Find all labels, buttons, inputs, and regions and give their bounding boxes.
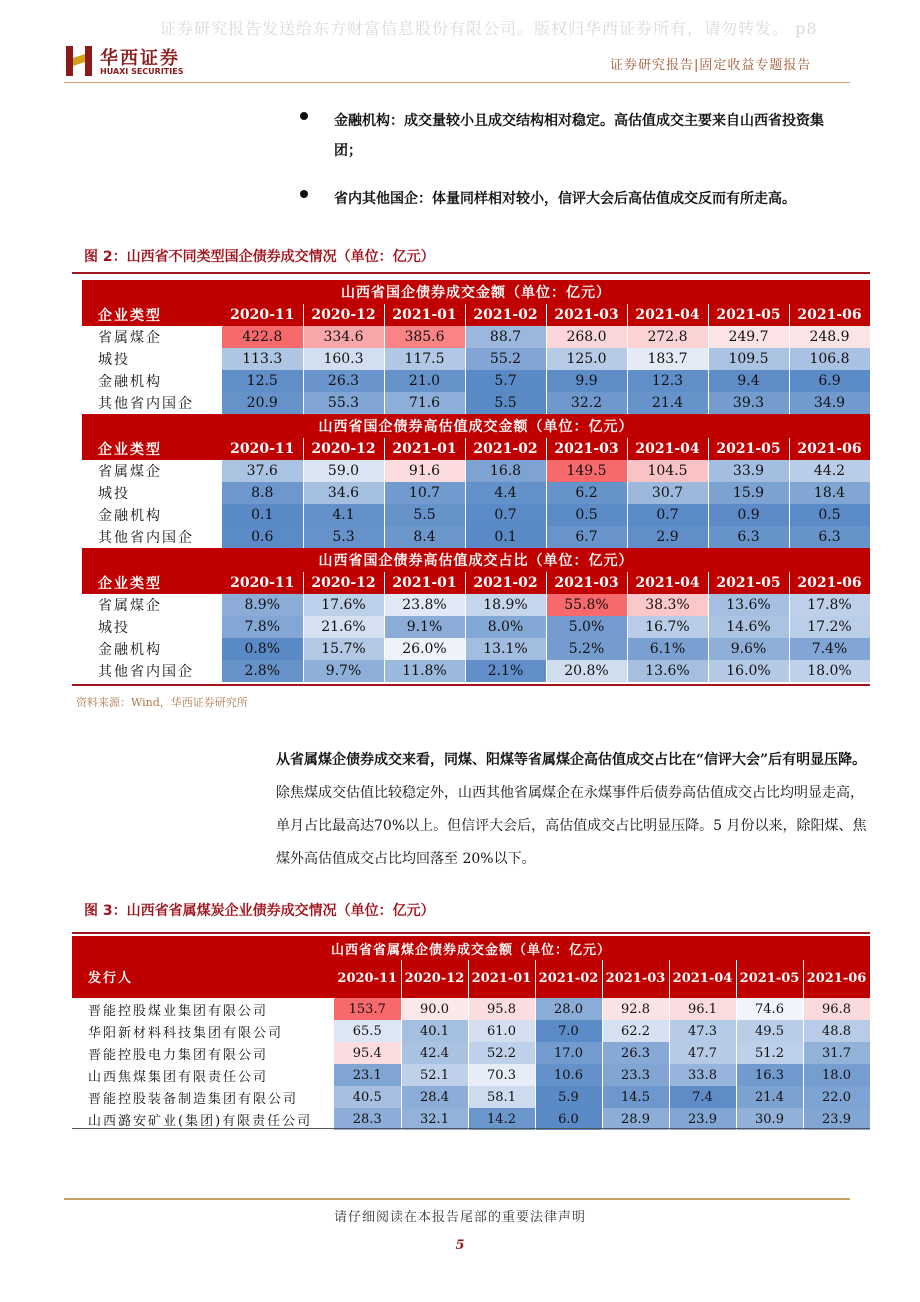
heatmap-cell: 95.8: [468, 998, 535, 1020]
month-header: 2021-04: [627, 304, 708, 326]
heatmap-cell: 34.6: [303, 482, 384, 504]
fig2-top-rule: [72, 272, 870, 274]
header-row: [72, 960, 870, 998]
month-header: 2020-12: [303, 572, 384, 594]
heatmap-cell: 47.3: [669, 1020, 736, 1042]
fig2-source: 资料来源：Wind，华西证券研究所: [76, 696, 248, 709]
heatmap-cell: 58.1: [468, 1086, 535, 1108]
issuer-label: 晋能控股电力集团有限公司: [88, 1047, 269, 1063]
month-header: 2021-02: [465, 304, 546, 326]
bullet-dot-icon: [300, 190, 308, 198]
month-header: 2021-04: [669, 960, 736, 998]
heatmap-cell: 18.0%: [789, 660, 870, 682]
heatmap-cell: 0.5: [546, 504, 627, 526]
heatmap-cell: 109.5: [708, 348, 789, 370]
month-header: 2021-05: [708, 438, 789, 460]
heatmap-cell: 14.6%: [708, 616, 789, 638]
heatmap-cell: 11.8%: [384, 660, 465, 682]
heatmap-cell: 14.5: [602, 1086, 669, 1108]
heatmap-cell: 21.4: [627, 392, 708, 414]
row-label: 城投: [98, 620, 130, 636]
row-header-label: 企业类型: [82, 572, 222, 594]
heatmap-cell: 30.7: [627, 482, 708, 504]
huaxi-logo-icon: [64, 44, 94, 78]
row-label: 金融机构: [98, 642, 162, 658]
heatmap-cell: 52.2: [468, 1042, 535, 1064]
heatmap-cell: 90.0: [401, 998, 468, 1020]
row-label: 城投: [98, 352, 130, 368]
issuer-label: 山西潞安矿业(集团)有限责任公司: [88, 1113, 313, 1129]
table-row: [72, 1108, 870, 1130]
heatmap-cell: 334.6: [303, 326, 384, 348]
table-row: [72, 1064, 870, 1086]
month-header: 2021-02: [465, 438, 546, 460]
heatmap-cell: 5.2%: [546, 638, 627, 660]
heatmap-cell: 23.9: [803, 1108, 870, 1130]
table-row: [82, 660, 870, 682]
table-title: 山西省省属煤企债券成交金额（单位：亿元）: [72, 936, 870, 960]
heatmap-cell: 32.2: [546, 392, 627, 414]
heatmap-cell: 249.7: [708, 326, 789, 348]
month-header: 2021-05: [708, 304, 789, 326]
heatmap-cell: 21.6%: [303, 616, 384, 638]
issuer-label: 山西焦煤集团有限责任公司: [88, 1069, 269, 1085]
row-label: 城投: [98, 486, 130, 502]
month-header: 2021-01: [384, 438, 465, 460]
heatmap-cell: 26.3: [303, 370, 384, 392]
heatmap-cell: 4.4: [465, 482, 546, 504]
heatmap-cell: 2.8%: [222, 660, 303, 682]
heatmap-cell: 0.9: [708, 504, 789, 526]
heatmap-cell: 0.5: [789, 504, 870, 526]
heatmap-cell: 10.7: [384, 482, 465, 504]
heatmap-cell: 39.3: [708, 392, 789, 414]
fig2-bottom-rule: [72, 684, 870, 686]
heatmap-cell: 9.4: [708, 370, 789, 392]
month-header: 2021-06: [789, 304, 870, 326]
heatmap-cell: 18.9%: [465, 594, 546, 616]
table-title-row: [72, 936, 870, 960]
heatmap-cell: 16.3: [736, 1064, 803, 1086]
heatmap-cell: 15.9: [708, 482, 789, 504]
month-header: 2021-06: [803, 960, 870, 998]
month-header: 2020-11: [334, 960, 401, 998]
month-header: 2021-02: [465, 572, 546, 594]
heatmap-cell: 40.5: [334, 1086, 401, 1108]
heatmap-cell: 12.3: [627, 370, 708, 392]
heatmap-cell: 7.4%: [789, 638, 870, 660]
legal-notice: 请仔细阅读在本报告尾部的重要法律声明: [333, 1210, 586, 1225]
heatmap-cell: 21.4: [736, 1086, 803, 1108]
report-type: 证券研究报告|固定收益专题报告: [610, 58, 812, 73]
month-header: 2021-03: [602, 960, 669, 998]
heatmap-cell: 96.8: [803, 998, 870, 1020]
row-label: 省属煤企: [98, 330, 162, 346]
heatmap-cell: 183.7: [627, 348, 708, 370]
heatmap-cell: 6.3: [789, 526, 870, 548]
company-logo: [64, 44, 194, 78]
paragraph-normal: 除焦煤成交估值比较稳定外，山西其他省属煤企在永煤事件后债券高估值成交占比均明显走高，单月占比最高达70%以上。但信评大会后，高估值成交占比明显压降。5 月份以来，除阳煤、焦煤外高估值成交占比均回落至 20%以下。: [276, 785, 867, 867]
month-header: 2020-12: [303, 438, 384, 460]
heatmap-cell: 23.3: [602, 1064, 669, 1086]
month-header: 2021-06: [789, 572, 870, 594]
analysis-paragraph: [276, 744, 876, 876]
row-label: 省属煤企: [98, 598, 162, 614]
month-header: 2021-03: [546, 438, 627, 460]
table-row: [72, 1042, 870, 1064]
heatmap-cell: 149.5: [546, 460, 627, 482]
heatmap-cell: 48.8: [803, 1020, 870, 1042]
heatmap-cell: 5.7: [465, 370, 546, 392]
heatmap-cell: 17.2%: [789, 616, 870, 638]
heatmap-cell: 0.8%: [222, 638, 303, 660]
heatmap-cell: 96.1: [669, 998, 736, 1020]
month-header: 2021-01: [468, 960, 535, 998]
month-header: 2020-11: [222, 304, 303, 326]
table-row: [82, 616, 870, 638]
table-row: [72, 1020, 870, 1042]
fig2-heatmap-table: [82, 280, 871, 682]
heatmap-cell: 5.9: [535, 1086, 602, 1108]
heatmap-cell: 5.5: [465, 392, 546, 414]
heatmap-cell: 0.6: [222, 526, 303, 548]
fig3-top-rule: [72, 932, 870, 934]
heatmap-cell: 61.0: [468, 1020, 535, 1042]
issuer-label: 晋能控股装备制造集团有限公司: [88, 1091, 299, 1107]
heatmap-cell: 9.7%: [303, 660, 384, 682]
month-header: 2021-04: [627, 438, 708, 460]
month-header: 2020-12: [401, 960, 468, 998]
heatmap-cell: 17.8%: [789, 594, 870, 616]
header-row: [82, 438, 870, 460]
heatmap-cell: 8.9%: [222, 594, 303, 616]
heatmap-cell: 23.8%: [384, 594, 465, 616]
heatmap-cell: 23.9: [669, 1108, 736, 1130]
issuer-label: 华阳新材料科技集团有限公司: [88, 1025, 284, 1041]
row-label: 金融机构: [98, 374, 162, 390]
table-row: [82, 594, 870, 616]
heatmap-cell: 17.0: [535, 1042, 602, 1064]
heatmap-cell: 65.5: [334, 1020, 401, 1042]
heatmap-cell: 37.6: [222, 460, 303, 482]
fig2-title: 图 2：山西省不同类型国企债券成交情况（单位：亿元）: [84, 249, 435, 265]
month-header: 2020-11: [222, 438, 303, 460]
row-header-label: 企业类型: [82, 304, 222, 326]
heatmap-cell: 5.5: [384, 504, 465, 526]
heatmap-cell: 272.8: [627, 326, 708, 348]
heatmap-cell: 15.7%: [303, 638, 384, 660]
heatmap-cell: 55.2: [465, 348, 546, 370]
heatmap-cell: 26.0%: [384, 638, 465, 660]
row-label: 金融机构: [98, 508, 162, 524]
heatmap-cell: 6.3: [708, 526, 789, 548]
block-title-row: [82, 548, 870, 572]
heatmap-cell: 117.5: [384, 348, 465, 370]
heatmap-cell: 23.1: [334, 1064, 401, 1086]
heatmap-cell: 42.4: [401, 1042, 468, 1064]
month-header: 2020-12: [303, 304, 384, 326]
heatmap-cell: 2.9: [627, 526, 708, 548]
header-row: [82, 304, 870, 326]
heatmap-cell: 9.9: [546, 370, 627, 392]
month-header: 2020-11: [222, 572, 303, 594]
table-row: [82, 460, 870, 482]
paragraph-bold: 从省属煤企债券成交来看，同煤、阳煤等省属煤企高估值成交占比在“信评大会”后有明显压降。: [276, 752, 867, 768]
row-label: 其他省内国企: [98, 396, 194, 412]
heatmap-cell: 10.6: [535, 1064, 602, 1086]
heatmap-cell: 7.4: [669, 1086, 736, 1108]
row-header-label: 企业类型: [82, 438, 222, 460]
heatmap-cell: 0.1: [465, 526, 546, 548]
heatmap-cell: 51.2: [736, 1042, 803, 1064]
heatmap-cell: 7.0: [535, 1020, 602, 1042]
heatmap-cell: 8.4: [384, 526, 465, 548]
heatmap-cell: 0.1: [222, 504, 303, 526]
table-row: [82, 638, 870, 660]
heatmap-cell: 88.7: [465, 326, 546, 348]
heatmap-cell: 13.6%: [708, 594, 789, 616]
heatmap-cell: 28.0: [535, 998, 602, 1020]
bullet-text: 金融机构：成交量较小且成交结构相对稳定。高估值成交主要来自山西省投资集团；: [334, 113, 824, 159]
row-label: 其他省内国企: [98, 664, 194, 680]
heatmap-cell: 106.8: [789, 348, 870, 370]
heatmap-cell: 6.7: [546, 526, 627, 548]
heatmap-cell: 49.5: [736, 1020, 803, 1042]
heatmap-cell: 153.7: [334, 998, 401, 1020]
heatmap-cell: 5.3: [303, 526, 384, 548]
bullet-dot-icon: [300, 112, 308, 120]
heatmap-cell: 6.0: [535, 1108, 602, 1130]
month-header: 2021-03: [546, 572, 627, 594]
heatmap-cell: 18.0: [803, 1064, 870, 1086]
heatmap-cell: 13.1%: [465, 638, 546, 660]
heatmap-cell: 92.8: [602, 998, 669, 1020]
month-header: 2021-06: [789, 438, 870, 460]
heatmap-cell: 26.3: [602, 1042, 669, 1064]
heatmap-cell: 28.4: [401, 1086, 468, 1108]
heatmap-cell: 62.2: [602, 1020, 669, 1042]
heatmap-cell: 38.3%: [627, 594, 708, 616]
heatmap-cell: 16.0%: [708, 660, 789, 682]
heatmap-cell: 91.6: [384, 460, 465, 482]
heatmap-cell: 4.1: [303, 504, 384, 526]
heatmap-cell: 30.9: [736, 1108, 803, 1130]
heatmap-cell: 125.0: [546, 348, 627, 370]
heatmap-cell: 22.0: [803, 1086, 870, 1108]
table-row: [72, 1086, 870, 1108]
heatmap-cell: 248.9: [789, 326, 870, 348]
footer-divider: [64, 1198, 850, 1200]
heatmap-cell: 268.0: [546, 326, 627, 348]
heatmap-cell: 14.2: [468, 1108, 535, 1130]
heatmap-cell: 74.6: [736, 998, 803, 1020]
table-row: [82, 392, 870, 414]
heatmap-cell: 9.1%: [384, 616, 465, 638]
month-header: 2021-01: [384, 304, 465, 326]
page-number: 5: [455, 1238, 465, 1253]
heatmap-cell: 6.2: [546, 482, 627, 504]
heatmap-cell: 160.3: [303, 348, 384, 370]
table-row: [82, 370, 870, 392]
table-row: [82, 482, 870, 504]
heatmap-cell: 21.0: [384, 370, 465, 392]
heatmap-cell: 8.8: [222, 482, 303, 504]
heatmap-cell: 70.3: [468, 1064, 535, 1086]
block-title: 山西省国企债券成交金额（单位：亿元）: [82, 280, 870, 304]
heatmap-cell: 31.7: [803, 1042, 870, 1064]
heatmap-cell: 5.0%: [546, 616, 627, 638]
heatmap-cell: 32.1: [401, 1108, 468, 1130]
row-label: 其他省内国企: [98, 530, 194, 546]
fig3-title: 图 3：山西省省属煤炭企业债券成交情况（单位：亿元）: [84, 903, 435, 919]
copyright-watermark: 证券研究报告发送给东方财富信息股份有限公司。版权归华西证券所有，请勿转发。 p8: [160, 19, 818, 38]
block-title-row: [82, 280, 870, 304]
logo-en: HUAXI SECURITIES: [100, 67, 184, 76]
heatmap-cell: 17.6%: [303, 594, 384, 616]
heatmap-cell: 16.8: [465, 460, 546, 482]
heatmap-cell: 71.6: [384, 392, 465, 414]
heatmap-cell: 34.9: [789, 392, 870, 414]
table-row: [82, 504, 870, 526]
heatmap-cell: 8.0%: [465, 616, 546, 638]
heatmap-cell: 44.2: [789, 460, 870, 482]
table-row: [72, 998, 870, 1020]
heatmap-cell: 20.9: [222, 392, 303, 414]
table-row: [82, 348, 870, 370]
heatmap-cell: 33.8: [669, 1064, 736, 1086]
month-header: 2021-01: [384, 572, 465, 594]
month-header: 2021-02: [535, 960, 602, 998]
heatmap-cell: 28.3: [334, 1108, 401, 1130]
heatmap-cell: 0.7: [627, 504, 708, 526]
fig3-bottom-rule: [72, 1128, 870, 1129]
header-divider: [64, 82, 850, 83]
bullet-text: 省内其他国企：体量同样相对较小，信评大会后高估值成交反而有所走高。: [334, 191, 796, 207]
heatmap-cell: 16.7%: [627, 616, 708, 638]
heatmap-cell: 6.1%: [627, 638, 708, 660]
month-header: 2021-03: [546, 304, 627, 326]
heatmap-cell: 40.1: [401, 1020, 468, 1042]
heatmap-cell: 385.6: [384, 326, 465, 348]
logo-cn: 华西证券: [100, 48, 180, 69]
heatmap-cell: 6.9: [789, 370, 870, 392]
heatmap-cell: 95.4: [334, 1042, 401, 1064]
issuer-label: 晋能控股煤业集团有限公司: [88, 1003, 269, 1019]
heatmap-cell: 9.6%: [708, 638, 789, 660]
heatmap-cell: 0.7: [465, 504, 546, 526]
month-header: 2021-04: [627, 572, 708, 594]
heatmap-cell: 52.1: [401, 1064, 468, 1086]
block-title: 山西省国企债券高估值成交金额（单位：亿元）: [82, 414, 870, 438]
table-row: [82, 526, 870, 548]
heatmap-cell: 18.4: [789, 482, 870, 504]
heatmap-cell: 55.8%: [546, 594, 627, 616]
fig3-heatmap-table: [72, 936, 871, 1130]
table-row: [82, 326, 870, 348]
block-title-row: [82, 414, 870, 438]
heatmap-cell: 12.5: [222, 370, 303, 392]
month-header: 2021-05: [736, 960, 803, 998]
heatmap-cell: 7.8%: [222, 616, 303, 638]
heatmap-cell: 20.8%: [546, 660, 627, 682]
month-header: 2021-05: [708, 572, 789, 594]
row-header-label: 发行人: [72, 960, 334, 998]
heatmap-cell: 33.9: [708, 460, 789, 482]
heatmap-cell: 59.0: [303, 460, 384, 482]
heatmap-cell: 422.8: [222, 326, 303, 348]
block-title: 山西省国企债券高估值成交占比（单位：亿元）: [82, 548, 870, 572]
heatmap-cell: 13.6%: [627, 660, 708, 682]
heatmap-cell: 2.1%: [465, 660, 546, 682]
heatmap-cell: 47.7: [669, 1042, 736, 1064]
heatmap-cell: 28.9: [602, 1108, 669, 1130]
heatmap-cell: 55.3: [303, 392, 384, 414]
heatmap-cell: 104.5: [627, 460, 708, 482]
header-row: [82, 572, 870, 594]
row-label: 省属煤企: [98, 464, 162, 480]
heatmap-cell: 113.3: [222, 348, 303, 370]
